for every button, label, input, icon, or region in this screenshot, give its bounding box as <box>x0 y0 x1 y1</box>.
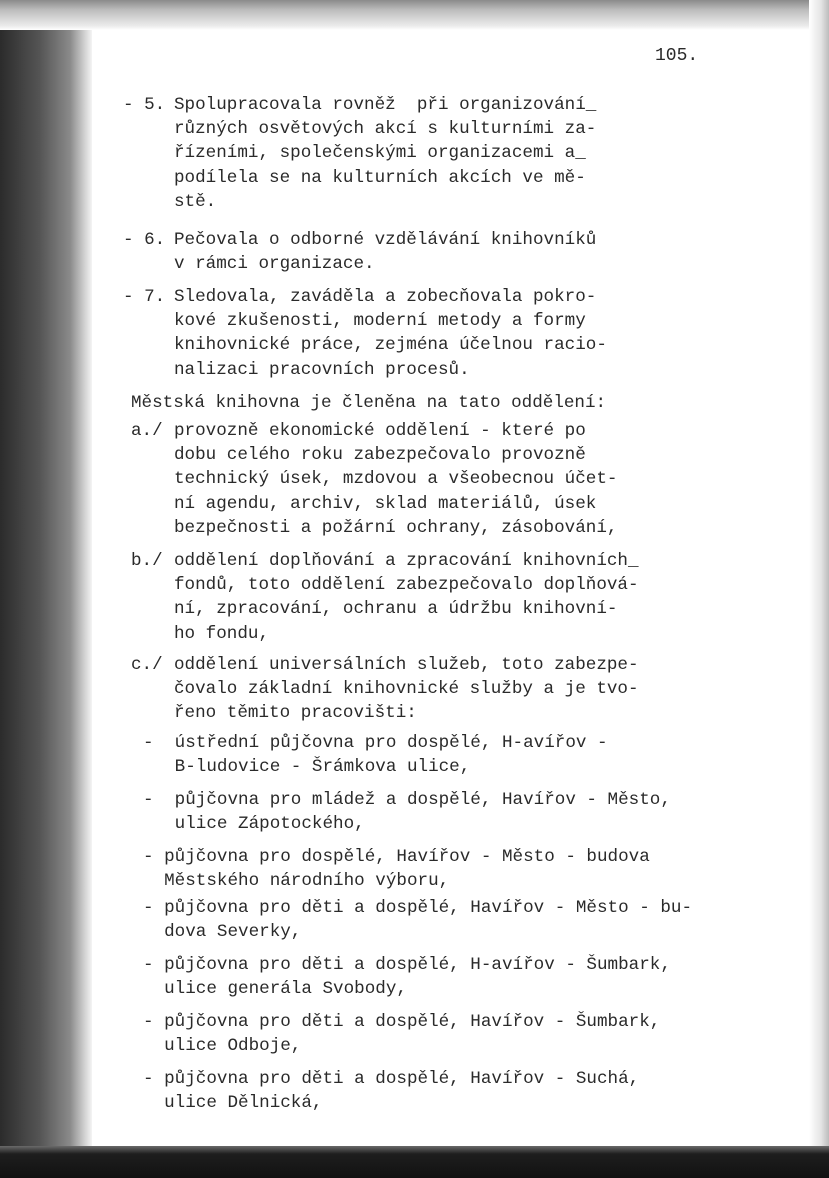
scan-binding-edge <box>0 0 92 1178</box>
department-b-label: b./ <box>131 551 163 571</box>
department-a-label: a./ <box>131 421 163 441</box>
workplace-item: - půjčovna pro děti a dospělé, Havířov - Město - bu- dova Severky, <box>143 898 693 943</box>
workplace-item: - půjčovna pro děti a dospělé, Havířov - Suchá, ulice Dělnická, <box>143 1069 640 1114</box>
numbered-item-1: Spolupracovala rovněž při organizování_ různých osvětových akcí s kulturními za- řízeními, společenskými organizacemi a_ podílela se na kulturních akcích ve mě- stě. <box>174 95 597 212</box>
numbered-item-2-label: - 6. <box>123 230 166 250</box>
workplace-item: - půjčovna pro děti a dospělé, H-avířov - Šumbark, ulice generála Svobody, <box>143 955 671 1000</box>
intro-text: Městská knihovna je členěna na tato oddělení: <box>131 393 607 413</box>
scan-bottom-edge <box>0 1146 829 1178</box>
department-b: oddělení doplňování a zpracování knihovních_ fondů, toto oddělení zabezpečovalo doplňová- ní, zpracování, ochranu a údržbu knihovní- ho fondu, <box>174 551 639 644</box>
department-c-label: c./ <box>131 655 163 675</box>
page-number: 105. <box>655 46 699 66</box>
numbered-item-2: Pečovala o odborné vzdělávání knihovníků v rámci organizace. <box>174 230 597 275</box>
numbered-item-1-label: - 5. <box>123 95 166 115</box>
department-a: provozně ekonomické oddělení - které po dobu celého roku zabezpečovalo provozně technický úsek, mzdovou a všeobecnou účet- ní agendu, archiv, sklad materiálů, úsek bezpečnosti a požární ochrany, zásobování, <box>174 421 618 538</box>
numbered-item-3-label: - 7. <box>123 287 166 307</box>
scan-right-edge <box>809 0 829 1178</box>
department-c: oddělení universálních služeb, toto zabezpe- čovalo základní knihovnické služby a je tvo- řeno těmito pracovišti: <box>174 655 639 724</box>
workplace-item: - půjčovna pro děti a dospělé, Havířov - Šumbark, ulice Odboje, <box>143 1012 661 1057</box>
scan-top-edge <box>0 0 829 30</box>
workplace-item: - půjčovna pro mládež a dospělé, Havířov - Město, ulice Zápotockého, <box>143 790 671 835</box>
workplace-item: - ústřední půjčovna pro dospělé, H-avířov - B-ludovice - Šrámkova ulice, <box>143 733 608 778</box>
workplace-item: - půjčovna pro dospělé, Havířov - Město - budova Městského národního výboru, <box>143 847 650 892</box>
numbered-item-3: Sledovala, zaváděla a zobecňovala pokro- kové zkušenosti, moderní metody a formy knihovnické práce, zejména účelnou racio- nalizaci pracovních procesů. <box>174 287 607 380</box>
